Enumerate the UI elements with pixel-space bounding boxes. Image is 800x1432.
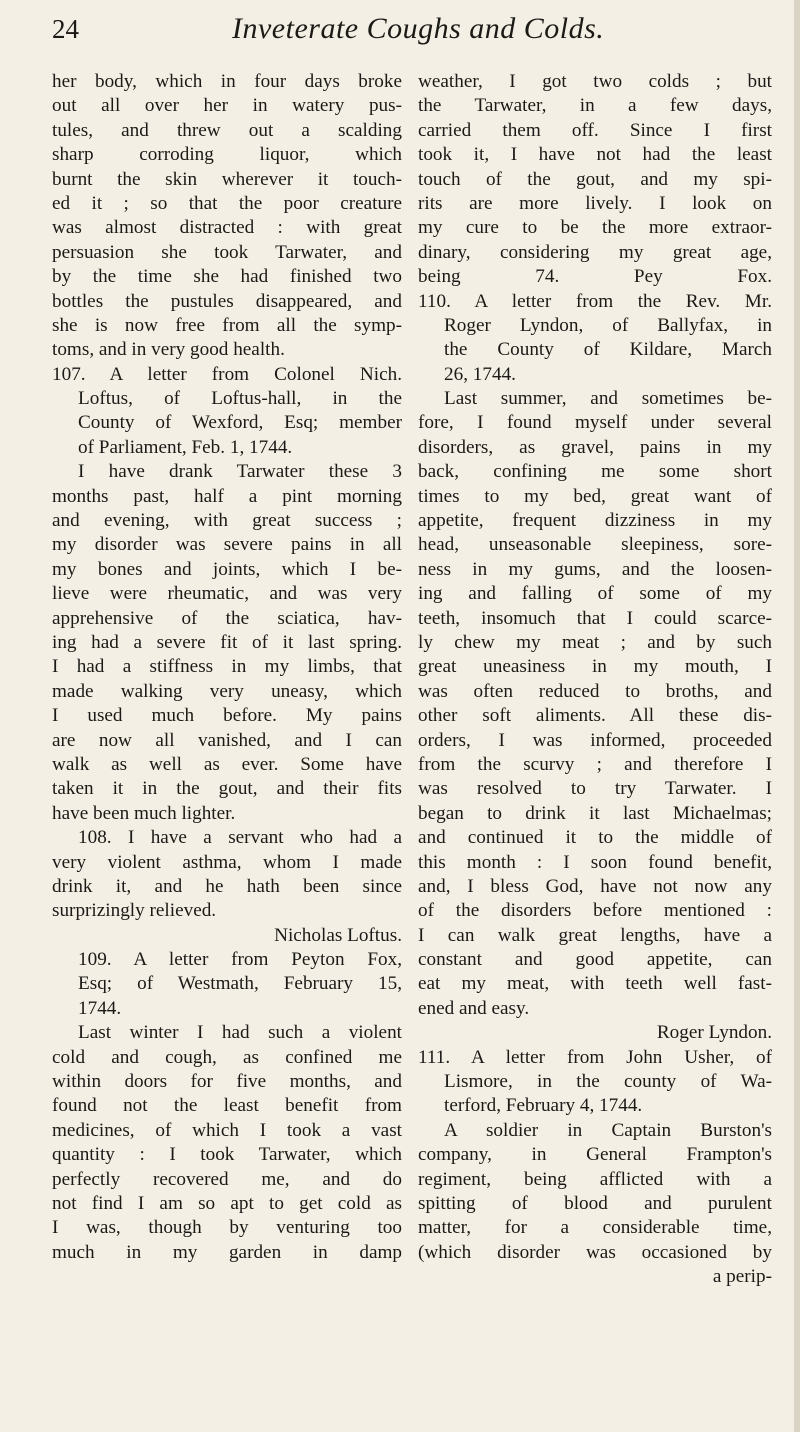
text-line: orders, I was informed, proceeded bbox=[418, 729, 772, 751]
text-line: much in my garden in damp bbox=[52, 1241, 402, 1263]
text-line: out all over her in watery pus- bbox=[52, 95, 402, 117]
text-line: of the disorders before mentioned : bbox=[418, 900, 772, 922]
text-line: 110. A letter from the Rev. Mr. bbox=[418, 290, 772, 312]
text-line: was almost distracted : with great bbox=[52, 217, 402, 239]
text-line: other soft aliments. All these dis- bbox=[418, 705, 772, 727]
text-line: apprehensive of the sciatica, hav- bbox=[52, 607, 402, 629]
text-line: found not the least benefit from bbox=[52, 1095, 402, 1117]
text-line: Roger Lyndon, of Ballyfax, in bbox=[444, 314, 772, 336]
text-line: this month : I soon found benefit, bbox=[418, 851, 772, 873]
left-text-column bbox=[52, 70, 402, 1265]
page-edge-shadow bbox=[794, 0, 800, 1432]
running-title: Inveterate Coughs and Colds. bbox=[232, 12, 605, 45]
text-line: was resolved to try Tarwater. I bbox=[418, 778, 772, 800]
text-line: ness in my gums, and the loosen- bbox=[418, 558, 772, 580]
text-line: medicines, of which I took a vast bbox=[52, 1119, 402, 1141]
text-line: I had a stiffness in my limbs, that bbox=[52, 656, 402, 678]
text-line: quantity : I took Tarwater, which bbox=[52, 1144, 402, 1166]
text-line: dinary, considering my great age, bbox=[418, 241, 772, 263]
text-line: not find I am so apt to get cold as bbox=[52, 1192, 402, 1214]
text-line: tules, and threw out a scalding bbox=[52, 119, 402, 141]
text-line: Nicholas Loftus. bbox=[274, 924, 402, 946]
text-line: bottles the pustules disappeared, and bbox=[52, 290, 402, 312]
text-line: County of Wexford, Esq; member bbox=[78, 412, 402, 434]
text-line: surprizingly relieved. bbox=[52, 900, 217, 922]
text-line: a perip- bbox=[712, 1266, 772, 1288]
text-line: spitting of blood and purulent bbox=[418, 1192, 772, 1214]
text-line: fore, I found myself under several bbox=[418, 412, 772, 434]
text-line: ened and easy. bbox=[418, 997, 530, 1019]
text-line: have been much lighter. bbox=[52, 802, 236, 824]
text-line: my bones and joints, which I be- bbox=[52, 558, 402, 580]
text-line: and continued it to the middle of bbox=[418, 827, 772, 849]
text-line: my disorder was severe pains in all bbox=[52, 534, 402, 556]
text-line: took it, I have not had the least bbox=[418, 144, 772, 166]
text-line: back, confining me some short bbox=[418, 461, 772, 483]
text-line: I was, though by venturing too bbox=[52, 1217, 402, 1239]
text-line: ed it ; so that the poor creature bbox=[52, 192, 402, 214]
text-line: she is now free from all the symp- bbox=[52, 314, 402, 336]
text-line: Esq; of Westmath, February 15, bbox=[78, 973, 402, 995]
text-line: matter, for a considerable time, bbox=[418, 1217, 772, 1239]
text-line: ing had a severe fit of it last spring. bbox=[52, 631, 402, 653]
text-line: eat my meat, with teeth well fast- bbox=[418, 973, 772, 995]
text-line: 1744. bbox=[78, 997, 122, 1019]
text-line: made walking very uneasy, which bbox=[52, 680, 402, 702]
text-line: Roger Lyndon. bbox=[656, 1022, 772, 1044]
text-line: Lismore, in the county of Wa- bbox=[444, 1071, 772, 1093]
text-line: drink it, and he hath been since bbox=[52, 875, 402, 897]
text-line: Last winter I had such a violent bbox=[78, 1022, 402, 1044]
text-line: 107. A letter from Colonel Nich. bbox=[52, 363, 402, 385]
text-line: persuasion she took Tarwater, and bbox=[52, 241, 402, 263]
text-line: weather, I got two colds ; but bbox=[418, 71, 772, 92]
text-line: the County of Kildare, March bbox=[444, 339, 772, 361]
text-line: appetite, frequent dizziness in my bbox=[418, 510, 772, 532]
text-line: my cure to be the more extraor- bbox=[418, 217, 772, 239]
text-line: 26, 1744. bbox=[444, 363, 516, 385]
text-line: constant and good appetite, can bbox=[418, 949, 772, 971]
text-line: from the scurvy ; and therefore I bbox=[418, 753, 772, 775]
text-line: Loftus, of Loftus-hall, in the bbox=[78, 388, 402, 410]
text-line: her body, which in four days broke bbox=[52, 71, 402, 92]
text-line: company, in General Frampton's bbox=[418, 1144, 772, 1166]
text-line: (which disorder was occasioned by bbox=[418, 1241, 772, 1263]
text-line: are now all vanished, and I can bbox=[52, 729, 402, 751]
text-line: times to my bed, great want of bbox=[418, 485, 772, 507]
text-line: 111. A letter from John Usher, of bbox=[418, 1046, 772, 1068]
text-line: teeth, insomuch that I could scarce- bbox=[418, 607, 772, 629]
text-line: began to drink it last Michaelmas; bbox=[418, 802, 772, 824]
text-line: terford, February 4, 1744. bbox=[444, 1095, 643, 1117]
text-line: 108. I have a servant who had a bbox=[78, 827, 402, 849]
text-line: toms, and in very good health. bbox=[52, 339, 285, 361]
text-line: within doors for five months, and bbox=[52, 1071, 402, 1093]
text-line: and evening, with great success ; bbox=[52, 510, 402, 532]
text-line: carried them off. Since I first bbox=[418, 119, 772, 141]
text-line: I used much before. My pains bbox=[52, 705, 402, 727]
text-line: head, unseasonable sleepiness, sore- bbox=[418, 534, 772, 556]
text-line: and, I bless God, have not now any bbox=[418, 875, 772, 897]
text-line: regiment, being afflicted with a bbox=[418, 1168, 772, 1190]
text-line: ing and falling of some of my bbox=[418, 583, 772, 605]
text-line: months past, half a pint morning bbox=[52, 485, 402, 507]
page-header bbox=[52, 12, 770, 52]
page-number: 24 bbox=[52, 14, 79, 44]
text-line: by the time she had finished two bbox=[52, 266, 402, 288]
text-line: perfectly recovered me, and do bbox=[52, 1168, 402, 1190]
text-line: very violent asthma, whom I made bbox=[52, 851, 402, 873]
text-line: disorders, as gravel, pains in my bbox=[418, 436, 772, 458]
right-text-column bbox=[418, 70, 772, 1290]
text-line: was often reduced to broths, and bbox=[418, 680, 772, 702]
text-line: sharp corroding liquor, which bbox=[52, 144, 402, 166]
text-line: taken it in the gout, and their fits bbox=[52, 778, 402, 800]
text-line: lieve were rheumatic, and was very bbox=[52, 583, 402, 605]
text-line: 109. A letter from Peyton Fox, bbox=[78, 949, 402, 971]
text-line: A soldier in Captain Burston's bbox=[444, 1119, 772, 1141]
text-line: touch of the gout, and my spi- bbox=[418, 168, 772, 190]
text-line: burnt the skin wherever it touch- bbox=[52, 168, 402, 190]
text-line: I have drank Tarwater these 3 bbox=[78, 461, 402, 483]
text-line: rits are more lively. I look on bbox=[418, 192, 772, 214]
text-line: I can walk great lengths, have a bbox=[418, 924, 772, 946]
text-line: Last summer, and sometimes be- bbox=[444, 388, 772, 410]
text-line: the Tarwater, in a few days, bbox=[418, 95, 772, 117]
text-line: ly chew my meat ; and by such bbox=[418, 631, 772, 653]
text-line: great uneasiness in my mouth, I bbox=[418, 656, 772, 678]
text-line: of Parliament, Feb. 1, 1744. bbox=[78, 436, 293, 458]
text-line: cold and cough, as confined me bbox=[52, 1046, 402, 1068]
text-line: being 74. Pey Fox. bbox=[418, 266, 772, 288]
text-line: walk as well as ever. Some have bbox=[52, 753, 402, 775]
